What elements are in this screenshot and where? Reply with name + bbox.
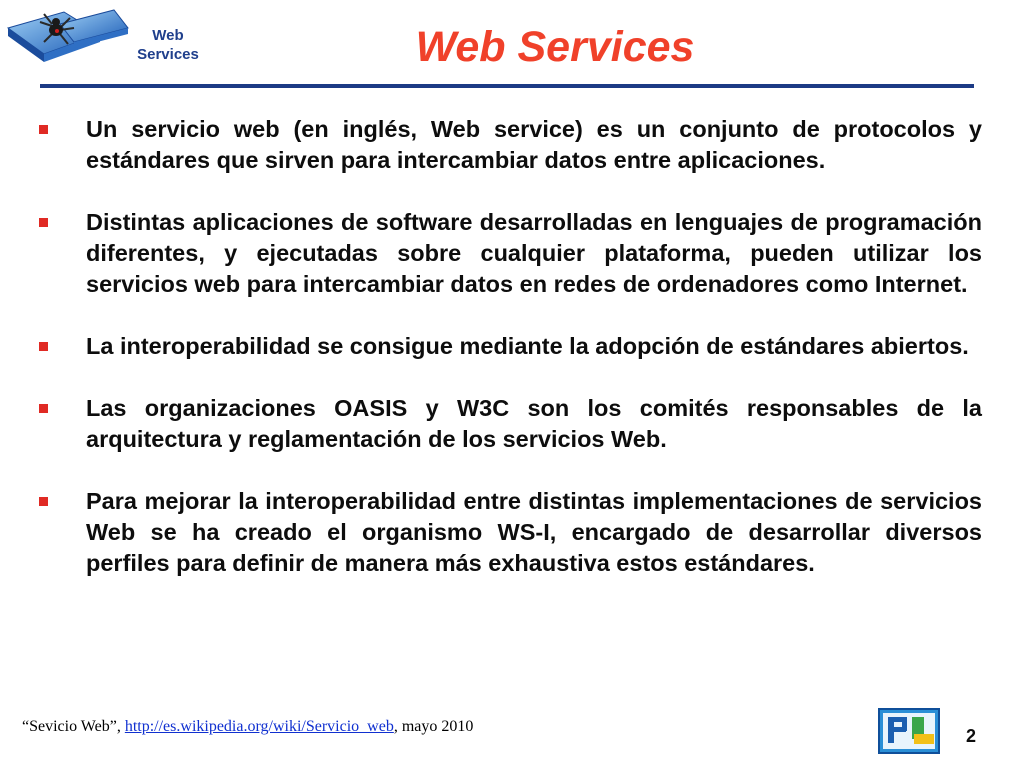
title-divider [40,84,974,88]
bullet-text: La interoperabilidad se consigue mediante la adopción de estándares abiertos. [86,333,969,359]
square-bullet-icon [39,125,48,134]
square-bullet-icon [39,497,48,506]
bullet-item-4 [34,393,982,455]
logo-caption-line2: Services [137,46,199,63]
slide-title: Web Services [415,23,695,71]
bullet-text: Las organizaciones OASIS y W3C son los comités responsables de la arquitectura y reglamentación de los servicios Web. [86,395,982,452]
logo-caption-line1: Web [152,27,184,44]
bullet-item-3 [34,331,982,362]
wikipedia-link[interactable]: http://es.wikipedia.org/wiki/Servicio_web [124,718,394,735]
pi-logo-icon [878,708,940,754]
web-services-logo-icon [4,4,130,72]
footnote-suffix: , mayo 2010 [393,718,474,735]
footnote-prefix: “Sevicio Web”, [22,718,125,735]
source-footnote [22,718,473,736]
logo-caption [128,26,208,64]
page-number: 2 [966,726,977,746]
bullet-text: Distintas aplicaciones de software desarrolladas en lenguajes de programación diferentes, y ejecutadas sobre cualquier plataforma, pueden utilizar los servicios web para intercambiar datos en redes de ordenadores como Internet. [86,209,982,297]
square-bullet-icon [39,218,48,227]
square-bullet-icon [39,404,48,413]
bullet-item-2 [34,207,982,300]
bullet-item-1 [34,114,982,176]
square-bullet-icon [39,342,48,351]
bullet-text: Un servicio web (en inglés, Web service) es un conjunto de protocolos y estándares que sirven para intercambiar datos entre aplicaciones. [86,116,982,173]
bullet-text: Para mejorar la interoperabilidad entre distintas implementaciones de servicios Web se ha creado el organismo WS-I, encargado de desarrollar diversos perfiles para definir de manera más exhaustiva estos estándares. [86,488,982,576]
bullet-item-5 [34,486,982,579]
bullet-list [34,114,982,610]
